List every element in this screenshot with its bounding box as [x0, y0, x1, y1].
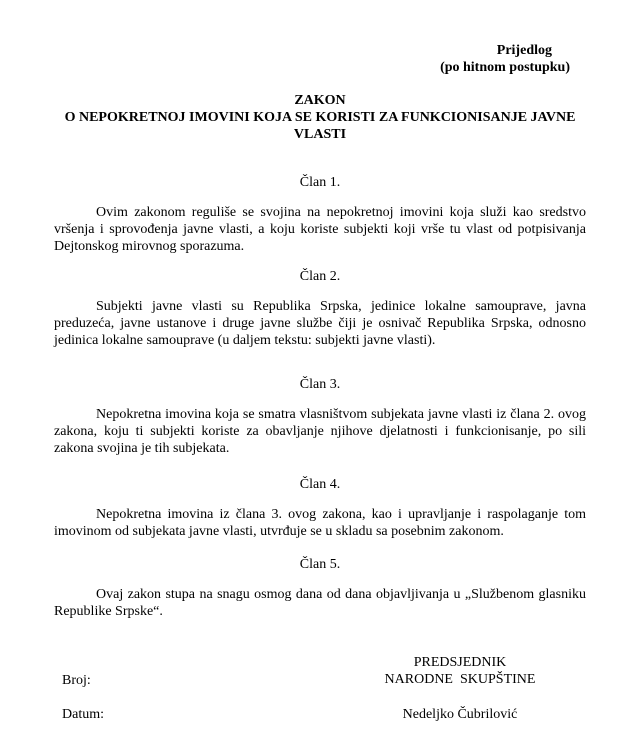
article-3-text: Nepokretna imovina koja se smatra vlasništvom subjekata javne vlasti iz člana 2. ovog zakona, koju ti subjekti koriste za obavljanje njihove djelatnosti i funkcionisanje, po sili zakona svojina je tih subjekata.	[54, 407, 586, 456]
broj-label: Broj:	[62, 673, 91, 688]
signature-title-2: NARODNE SKUPŠTINE	[384, 672, 536, 687]
article-4-heading: Član 4.	[299, 477, 341, 492]
article-2-heading: Član 2.	[299, 269, 341, 284]
article-5-heading: Član 5.	[299, 557, 341, 572]
article-2-text: Subjekti javne vlasti su Republika Srpska, jedinice lokalne samouprave, javna preduzeća, javne ustanove i druge javne službe čiji je osnivač Republika Srpska, odnosno jedinica lokalne samouprave (u daljem tekstu: subjekti javne vlasti).	[54, 299, 586, 348]
article-1-heading: Član 1.	[299, 175, 341, 190]
article-1-text: Ovim zakonom reguliše se svojina na nepokretnoj imovini koja služi kao sredstvo vršenja i sprovođenja javne vlasti, a koju koriste subjekti koji vrše tu vlast od potpisivanja Dejtonskog mirovnog sporazuma.	[54, 205, 586, 254]
proposal-label	[370, 42, 570, 76]
signature-name: Nedeljko Čubrilović	[402, 707, 518, 722]
datum-label: Datum:	[62, 707, 104, 722]
signature-block	[370, 654, 550, 688]
proposal-line-2: (po hitnom postupku)	[440, 60, 570, 75]
article-4-text: Nepokretna imovina iz člana 3. ovog zakona, kao i upravljanje i raspolaganje tom imovinom od subjekata javne vlasti, utvrđuje se u skladu sa posebnim zakonom.	[54, 507, 586, 539]
law-title-line-2: O NEPOKRETNOJ IMOVINI KOJA SE KORISTI ZA FUNKCIONISANJE JAVNE	[64, 110, 576, 125]
law-title	[40, 92, 600, 143]
article-5-text: Ovaj zakon stupa na snagu osmog dana od dana objavljivanja u „Službenom glasniku Republike Srpske“.	[54, 587, 586, 619]
law-title-line-1: ZAKON	[294, 93, 346, 108]
signature-title-1: PREDSJEDNIK	[413, 655, 507, 670]
article-3-heading: Član 3.	[299, 377, 341, 392]
proposal-line-1: Prijedlog	[496, 43, 552, 58]
law-title-line-3: VLASTI	[293, 127, 347, 142]
